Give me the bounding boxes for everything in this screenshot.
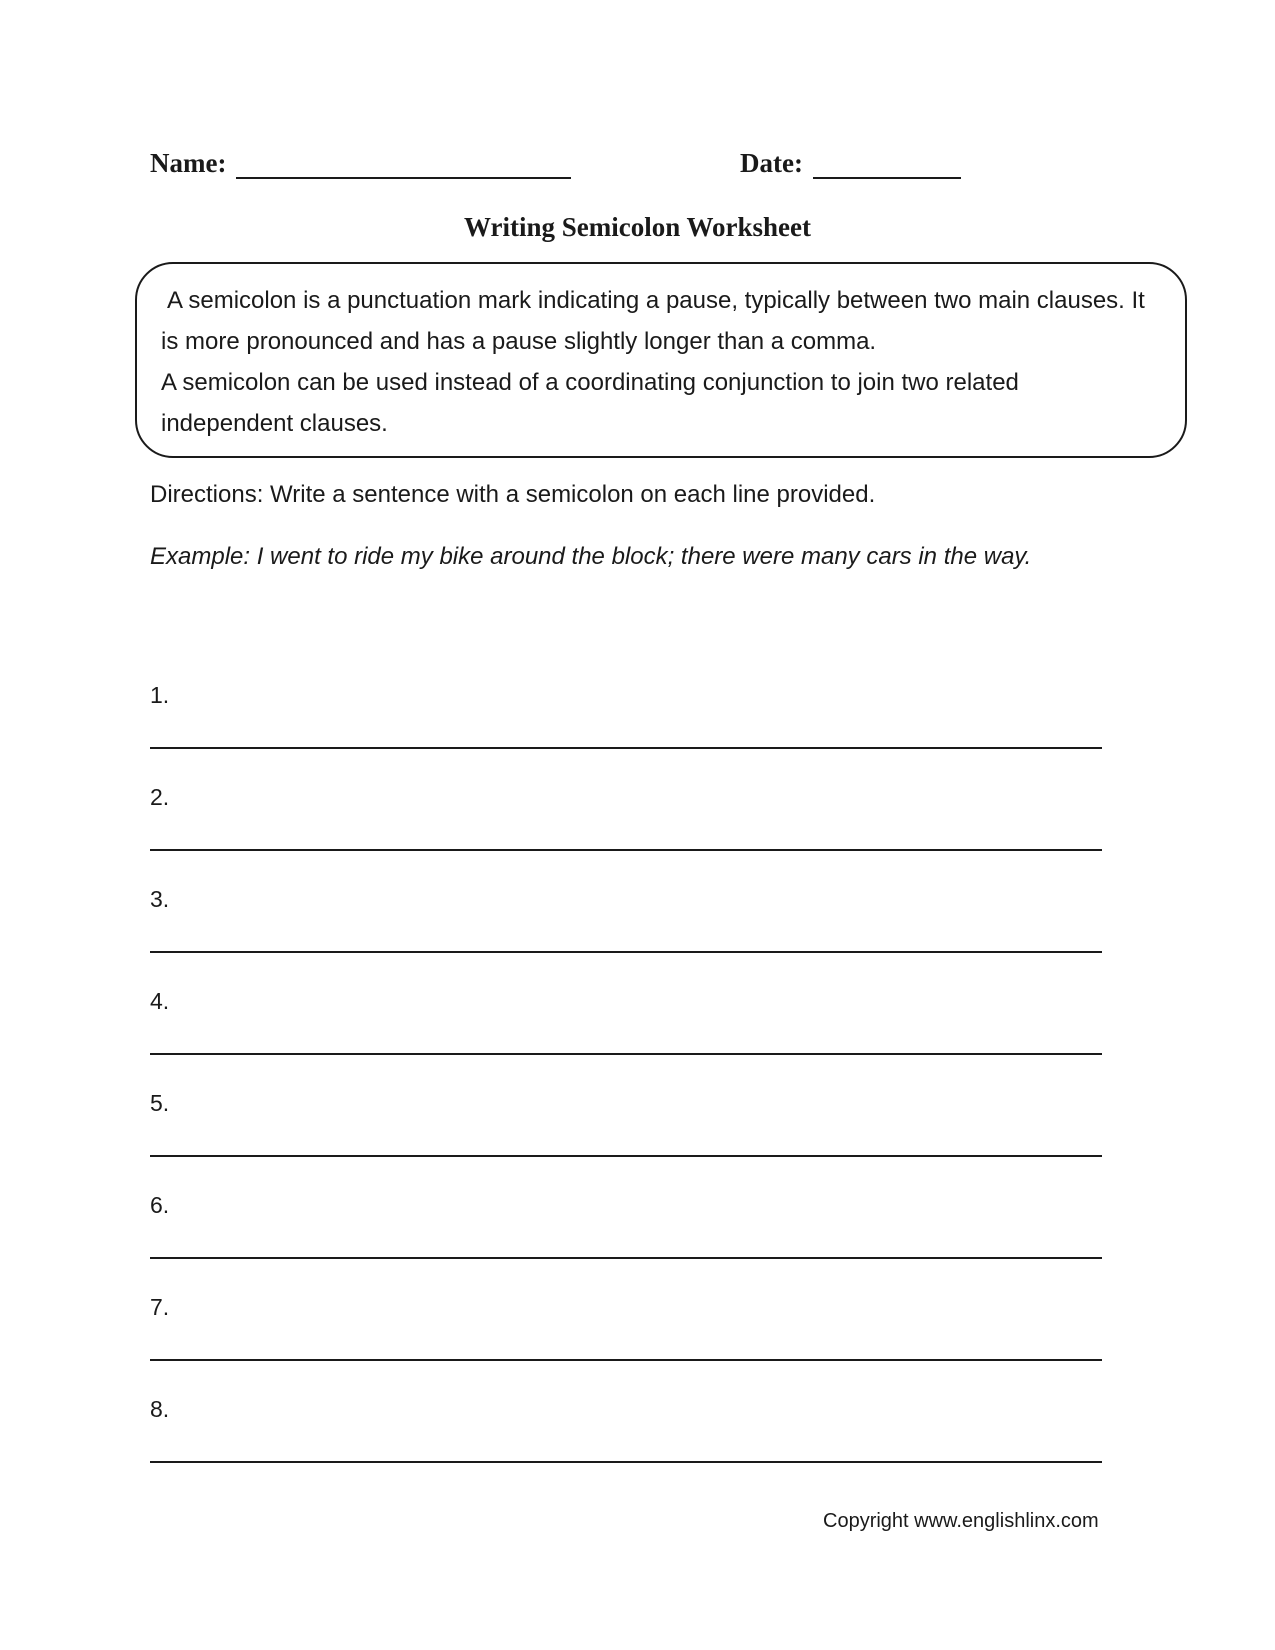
definition-box <box>135 262 1187 458</box>
answer-item <box>150 1190 1102 1292</box>
answer-line[interactable] <box>150 1359 1102 1361</box>
answer-line[interactable] <box>150 1155 1102 1157</box>
directions-text: Directions: Write a sentence with a semicolon on each line provided. <box>150 481 876 508</box>
date-group <box>740 148 961 179</box>
answer-item <box>150 986 1102 1088</box>
name-label: Name: <box>150 148 227 178</box>
definition-paragraph-1: A semicolon is a punctuation mark indicating a pause, typically between two main clauses. It is more pronounced and has a pause slightly longer than a comma. <box>161 287 1145 355</box>
answer-number: 3. <box>150 886 170 912</box>
date-field[interactable] <box>813 149 961 179</box>
date-label: Date: <box>740 148 803 178</box>
name-field[interactable] <box>236 149 571 179</box>
answer-line[interactable] <box>150 951 1102 953</box>
answer-item <box>150 1394 1102 1496</box>
answer-number: 5. <box>150 1090 170 1116</box>
example-text: Example: I went to ride my bike around the block; there were many cars in the way. <box>150 543 1032 570</box>
answer-line[interactable] <box>150 849 1102 851</box>
answer-line[interactable] <box>150 747 1102 749</box>
answer-item <box>150 884 1102 986</box>
worksheet-title: Writing Semicolon Worksheet <box>463 212 811 242</box>
answer-number: 8. <box>150 1396 170 1422</box>
answer-number: 4. <box>150 988 170 1014</box>
answer-line[interactable] <box>150 1257 1102 1259</box>
answer-item <box>150 680 1102 782</box>
definition-paragraph-2: A semicolon can be used instead of a coordinating conjunction to join two related independent clauses. <box>161 369 1019 437</box>
copyright-text: Copyright www.englishlinx.com <box>823 1510 1099 1532</box>
answer-line[interactable] <box>150 1053 1102 1055</box>
name-group <box>150 148 571 179</box>
header-row <box>150 148 970 188</box>
answer-item <box>150 782 1102 884</box>
answer-item <box>150 1088 1102 1190</box>
answer-number: 2. <box>150 784 170 810</box>
answer-line[interactable] <box>150 1461 1102 1463</box>
answer-number: 1. <box>150 682 170 708</box>
answer-number: 7. <box>150 1294 170 1320</box>
answer-number: 6. <box>150 1192 170 1218</box>
answer-item <box>150 1292 1102 1394</box>
answer-list <box>150 680 1102 1496</box>
